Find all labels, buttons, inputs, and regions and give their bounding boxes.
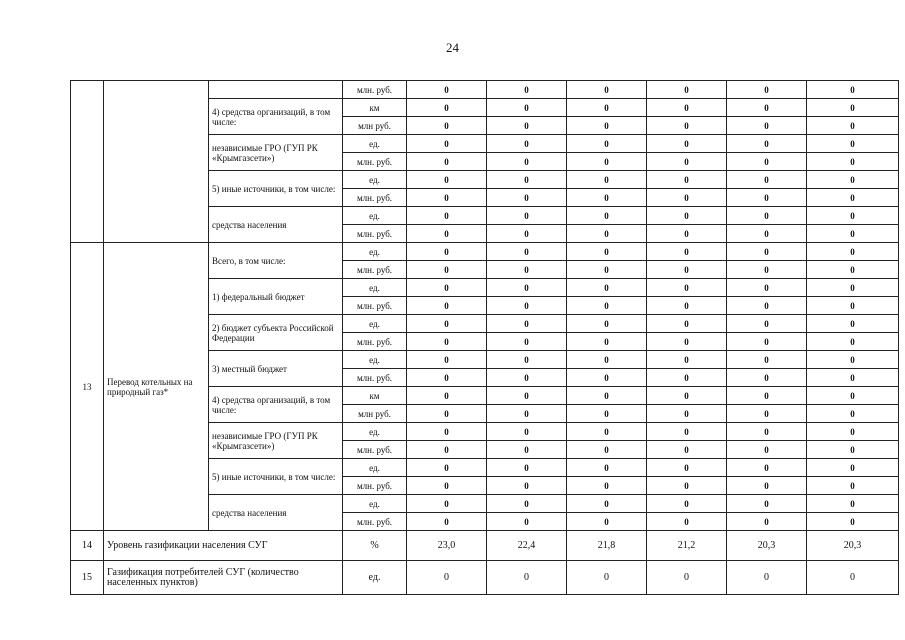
value-cell: 0 — [727, 477, 807, 495]
value-cell: 0 — [567, 495, 647, 513]
value-cell: 0 — [407, 405, 487, 423]
value-cell: 0 — [407, 207, 487, 225]
value-cell: 0 — [727, 171, 807, 189]
value-cell: 0 — [727, 207, 807, 225]
value-cell: 0 — [567, 369, 647, 387]
value-cell: 0 — [807, 387, 899, 405]
value-cell: 0 — [407, 171, 487, 189]
value-cell: 0 — [407, 99, 487, 117]
value-cell: 22,4 — [487, 531, 567, 561]
value-cell: 0 — [647, 279, 727, 297]
value-cell: 0 — [407, 297, 487, 315]
subitem-cell — [209, 315, 343, 351]
unit-cell: млн. руб. — [343, 369, 407, 387]
unit-cell: млн руб. — [343, 117, 407, 135]
value-cell: 0 — [807, 207, 899, 225]
value-cell: 0 — [407, 423, 487, 441]
value-cell: 0 — [727, 405, 807, 423]
unit-cell: ед. — [343, 243, 407, 261]
subitem-cell — [209, 351, 343, 387]
subitem-cell — [209, 171, 343, 207]
value-cell: 20,3 — [807, 531, 899, 561]
unit-cell: млн. руб. — [343, 333, 407, 351]
subitem-cell — [209, 81, 343, 99]
row-number-cell: 15 — [71, 561, 104, 595]
unit-cell: млн. руб. — [343, 513, 407, 531]
value-cell: 0 — [807, 117, 899, 135]
value-cell: 0 — [407, 441, 487, 459]
value-cell: 0 — [407, 561, 487, 595]
unit-cell: млн. руб. — [343, 225, 407, 243]
value-cell: 0 — [407, 477, 487, 495]
value-cell: 0 — [727, 297, 807, 315]
subitem-cell-text: 2) бюджет субъекта Российской Федерации — [212, 322, 334, 343]
value-cell: 0 — [487, 315, 567, 333]
value-cell: 0 — [487, 561, 567, 595]
value-cell: 0 — [487, 207, 567, 225]
value-cell: 0 — [647, 153, 727, 171]
value-cell: 0 — [487, 333, 567, 351]
value-cell: 0 — [647, 81, 727, 99]
value-cell: 0 — [487, 243, 567, 261]
value-cell: 0 — [407, 279, 487, 297]
subitem-cell-text: средства населения — [212, 507, 287, 518]
value-cell: 0 — [807, 261, 899, 279]
unit-cell: млн. руб. — [343, 153, 407, 171]
row-name-cell-text: Перевод котельных на природный газ* — [107, 376, 193, 397]
value-cell: 0 — [727, 135, 807, 153]
value-cell: 0 — [727, 387, 807, 405]
value-cell: 0 — [647, 315, 727, 333]
value-cell: 0 — [567, 405, 647, 423]
value-cell: 0 — [807, 297, 899, 315]
value-cell: 0 — [727, 189, 807, 207]
value-cell: 0 — [567, 423, 647, 441]
value-cell: 0 — [407, 81, 487, 99]
value-cell: 0 — [807, 153, 899, 171]
unit-cell: ед. — [343, 423, 407, 441]
unit-cell: млн. руб. — [343, 477, 407, 495]
value-cell: 0 — [727, 513, 807, 531]
value-cell: 0 — [727, 225, 807, 243]
value-cell: 0 — [487, 477, 567, 495]
value-cell: 0 — [727, 333, 807, 351]
unit-cell: ед. — [343, 135, 407, 153]
subitem-cell — [209, 135, 343, 171]
subitem-cell — [209, 387, 343, 423]
row-name-cell — [104, 561, 343, 595]
value-cell: 0 — [727, 153, 807, 171]
value-cell: 0 — [727, 561, 807, 595]
value-cell: 0 — [807, 423, 899, 441]
value-cell: 0 — [647, 135, 727, 153]
value-cell: 0 — [487, 261, 567, 279]
value-cell: 0 — [487, 99, 567, 117]
value-cell: 0 — [807, 561, 899, 595]
table-body — [71, 81, 899, 595]
value-cell: 0 — [567, 387, 647, 405]
value-cell: 0 — [407, 369, 487, 387]
value-cell: 0 — [727, 99, 807, 117]
value-cell: 0 — [647, 561, 727, 595]
subitem-cell — [209, 495, 343, 531]
value-cell: 0 — [727, 495, 807, 513]
value-cell: 0 — [807, 477, 899, 495]
value-cell: 0 — [407, 117, 487, 135]
value-cell: 0 — [727, 459, 807, 477]
value-cell: 0 — [567, 153, 647, 171]
value-cell: 0 — [807, 243, 899, 261]
row-number-cell: 13 — [71, 243, 104, 531]
subitem-cell-text: 3) местный бюджет — [212, 363, 287, 374]
value-cell: 0 — [647, 225, 727, 243]
value-cell: 0 — [807, 189, 899, 207]
subitem-cell — [209, 279, 343, 315]
row-name-cell-text: Газификация потребителей СУГ (количество населенных пунктов) — [107, 566, 299, 588]
table-row — [71, 561, 899, 595]
value-cell: 0 — [567, 561, 647, 595]
unit-cell: ед. — [343, 279, 407, 297]
unit-cell: ед. — [343, 207, 407, 225]
unit-cell: млн. руб. — [343, 261, 407, 279]
value-cell: 0 — [567, 315, 647, 333]
subitem-cell — [209, 207, 343, 243]
value-cell: 23,0 — [407, 531, 487, 561]
value-cell: 0 — [567, 171, 647, 189]
row-name-cell — [104, 81, 209, 243]
value-cell: 21,8 — [567, 531, 647, 561]
value-cell: 0 — [807, 513, 899, 531]
unit-cell: ед. — [343, 171, 407, 189]
value-cell: 0 — [647, 207, 727, 225]
value-cell: 0 — [487, 369, 567, 387]
value-cell: 0 — [567, 459, 647, 477]
value-cell: 0 — [407, 153, 487, 171]
value-cell: 0 — [407, 189, 487, 207]
subitem-cell-text: независимые ГРО (ГУП РК «Крымгазсети») — [212, 142, 318, 163]
value-cell: 0 — [567, 207, 647, 225]
value-cell: 0 — [647, 387, 727, 405]
value-cell: 0 — [567, 513, 647, 531]
row-number-cell — [71, 81, 104, 243]
value-cell: 0 — [407, 495, 487, 513]
unit-cell: млн. руб. — [343, 297, 407, 315]
value-cell: 0 — [407, 351, 487, 369]
value-cell: 0 — [647, 441, 727, 459]
value-cell: 0 — [647, 99, 727, 117]
value-cell: 0 — [727, 351, 807, 369]
value-cell: 0 — [407, 243, 487, 261]
subitem-cell — [209, 423, 343, 459]
value-cell: 0 — [487, 171, 567, 189]
value-cell: 0 — [407, 135, 487, 153]
value-cell: 0 — [647, 351, 727, 369]
value-cell: 0 — [647, 495, 727, 513]
value-cell: 0 — [727, 117, 807, 135]
unit-cell: % — [343, 531, 407, 561]
subitem-cell — [209, 99, 343, 135]
subitem-cell-text: 5) иные источники, в том числе: — [212, 471, 336, 482]
value-cell: 0 — [487, 441, 567, 459]
value-cell: 0 — [567, 261, 647, 279]
value-cell: 0 — [727, 81, 807, 99]
page-number: 24 — [446, 40, 459, 55]
value-cell: 0 — [807, 99, 899, 117]
value-cell: 0 — [487, 459, 567, 477]
unit-cell: ед. — [343, 459, 407, 477]
value-cell: 0 — [807, 171, 899, 189]
value-cell: 0 — [567, 189, 647, 207]
value-cell: 0 — [807, 459, 899, 477]
value-cell: 0 — [407, 225, 487, 243]
value-cell: 0 — [727, 369, 807, 387]
value-cell: 0 — [567, 135, 647, 153]
value-cell: 0 — [727, 243, 807, 261]
value-cell: 0 — [647, 477, 727, 495]
value-cell: 0 — [807, 405, 899, 423]
unit-cell: млн. руб. — [343, 81, 407, 99]
value-cell: 0 — [727, 279, 807, 297]
value-cell: 0 — [807, 315, 899, 333]
value-cell: 0 — [807, 441, 899, 459]
subitem-cell-text: Всего, в том числе: — [212, 255, 286, 266]
subitem-cell-text: 4) средства организаций, в том числе: — [212, 394, 331, 415]
row-number-cell: 14 — [71, 531, 104, 561]
table-row — [71, 531, 899, 561]
value-cell: 0 — [727, 423, 807, 441]
value-cell: 0 — [407, 513, 487, 531]
subitem-cell-text: независимые ГРО (ГУП РК «Крымгазсети») — [212, 430, 318, 451]
unit-cell: ед. — [343, 315, 407, 333]
unit-cell: млн. руб. — [343, 441, 407, 459]
value-cell: 0 — [647, 117, 727, 135]
value-cell: 0 — [807, 369, 899, 387]
value-cell: 0 — [727, 261, 807, 279]
value-cell: 0 — [487, 81, 567, 99]
unit-cell: млн. руб. — [343, 189, 407, 207]
value-cell: 0 — [407, 459, 487, 477]
value-cell: 0 — [487, 225, 567, 243]
value-cell: 0 — [487, 135, 567, 153]
subitem-cell-text: 1) федеральный бюджет — [212, 291, 305, 302]
value-cell: 0 — [567, 441, 647, 459]
value-cell: 0 — [567, 279, 647, 297]
subitem-cell — [209, 459, 343, 495]
unit-cell: км — [343, 387, 407, 405]
value-cell: 0 — [487, 495, 567, 513]
row-name-cell: Уровень газификации населения СУГ — [104, 531, 343, 561]
value-cell: 0 — [807, 135, 899, 153]
value-cell: 0 — [647, 261, 727, 279]
unit-cell: км — [343, 99, 407, 117]
value-cell: 0 — [487, 387, 567, 405]
value-cell: 0 — [487, 423, 567, 441]
value-cell: 0 — [647, 405, 727, 423]
value-cell: 0 — [807, 81, 899, 99]
value-cell: 0 — [567, 297, 647, 315]
value-cell: 0 — [647, 297, 727, 315]
value-cell: 21,2 — [647, 531, 727, 561]
value-cell: 0 — [647, 423, 727, 441]
value-cell: 0 — [807, 351, 899, 369]
value-cell: 0 — [727, 441, 807, 459]
table-row — [71, 81, 899, 99]
value-cell: 0 — [407, 333, 487, 351]
value-cell: 0 — [407, 261, 487, 279]
value-cell: 0 — [567, 81, 647, 99]
value-cell: 0 — [567, 243, 647, 261]
value-cell: 0 — [647, 459, 727, 477]
value-cell: 0 — [647, 513, 727, 531]
value-cell: 0 — [487, 153, 567, 171]
value-cell: 0 — [647, 171, 727, 189]
table-row — [71, 243, 899, 261]
value-cell: 0 — [727, 315, 807, 333]
value-cell: 0 — [487, 513, 567, 531]
value-cell: 0 — [567, 333, 647, 351]
value-cell: 0 — [807, 495, 899, 513]
value-cell: 0 — [647, 369, 727, 387]
row-name-cell — [104, 243, 209, 531]
value-cell: 0 — [407, 315, 487, 333]
value-cell: 0 — [407, 387, 487, 405]
value-cell: 0 — [487, 297, 567, 315]
value-cell: 20,3 — [727, 531, 807, 561]
value-cell: 0 — [647, 189, 727, 207]
value-cell: 0 — [567, 351, 647, 369]
unit-cell: ед. — [343, 561, 407, 595]
subitem-cell-text: 4) средства организаций, в том числе: — [212, 106, 331, 127]
value-cell: 0 — [807, 333, 899, 351]
value-cell: 0 — [567, 225, 647, 243]
value-cell: 0 — [567, 99, 647, 117]
value-cell: 0 — [567, 477, 647, 495]
subitem-cell — [209, 243, 343, 279]
value-cell: 0 — [487, 351, 567, 369]
unit-cell: ед. — [343, 351, 407, 369]
unit-cell: млн руб. — [343, 405, 407, 423]
unit-cell: ед. — [343, 495, 407, 513]
value-cell: 0 — [567, 117, 647, 135]
value-cell: 0 — [487, 117, 567, 135]
subitem-cell-text: средства населения — [212, 219, 287, 230]
value-cell: 0 — [647, 243, 727, 261]
value-cell: 0 — [487, 405, 567, 423]
value-cell: 0 — [487, 279, 567, 297]
value-cell: 0 — [487, 189, 567, 207]
value-cell: 0 — [647, 333, 727, 351]
value-cell: 0 — [807, 225, 899, 243]
data-table — [70, 80, 899, 595]
subitem-cell-text: 5) иные источники, в том числе: — [212, 183, 336, 194]
value-cell: 0 — [807, 279, 899, 297]
